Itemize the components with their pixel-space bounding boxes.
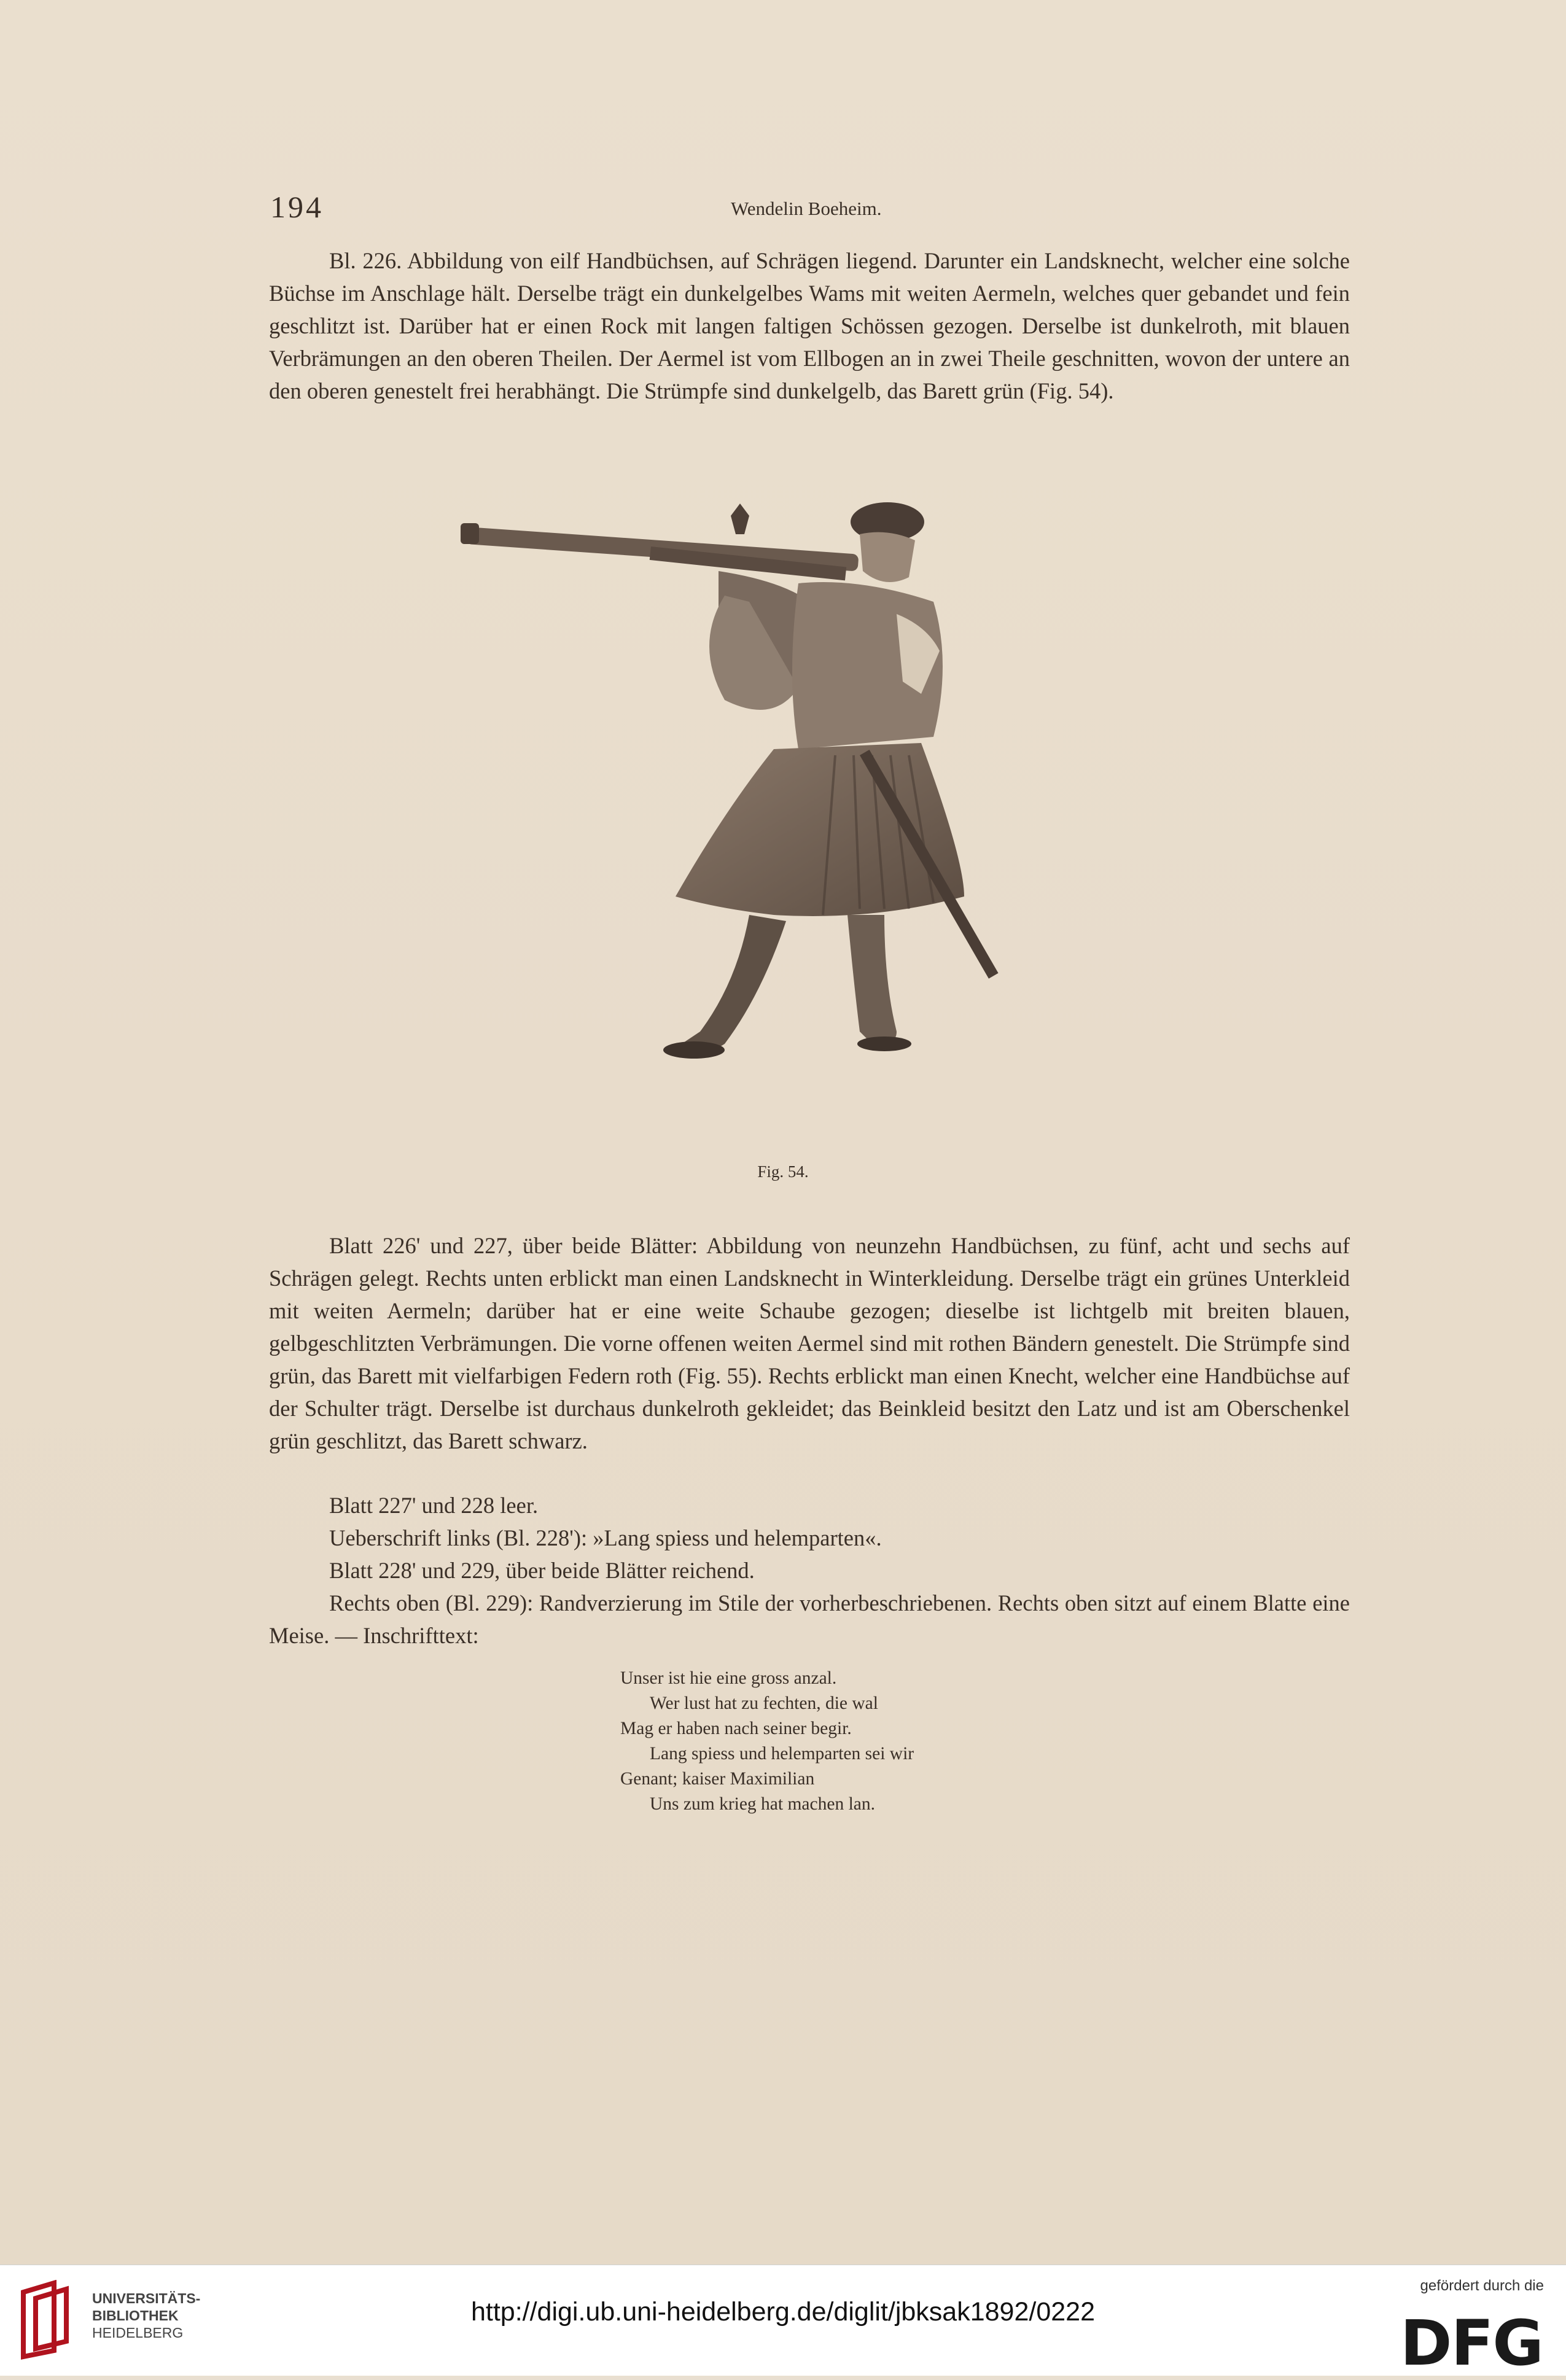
library-name-line: HEIDELBERG [92,2325,184,2341]
funding-note: gefördert durch die [1420,2277,1544,2294]
running-head: Wendelin Boeheim. [731,198,882,219]
page-number: 194 [270,190,324,224]
paragraph-blatt-228-229: Blatt 228' und 229, über beide Blätter reichend. [329,1558,755,1583]
figure-54-illustration [430,491,1044,1142]
verse-line: Genant; kaiser Maximilian [620,1769,815,1789]
verse-line: Unser ist hie eine gross anzal. [620,1668,837,1688]
source-url-link[interactable]: http://digi.ub.uni-heidelberg.de/diglit/jbksak1892/0222 [470,2297,1095,2327]
verse-line: Mag er haben nach seiner begir. [620,1719,852,1738]
paragraph-blatt-226-227: Blatt 226' und 227, über beide Blätter: Abbildung von neunzehn Handbüchsen, zu fünf, acht und sechs auf Schrägen gelegt. Rechts unten erblickt man einen Landsknecht in Winterkleidung. Derselbe trägt ein grünes Unterkleid mit weiten Aermeln; darüber hat er eine weite Schaube gezogen; dieselbe ist lichtgelb mit breiten blauen, gelbgeschlitzten Verbrämungen. Die vorne offenen weiten Aermel sind mit rothen Bändern genestelt. Die Strümpfe sind grün, das Barett mit vielfarbigen Federn roth (Fig. 55). Rechts erblickt man einen Knecht, welcher eine Handbüchse auf der Schulter trägt. Derselbe ist durchaus dunkelroth gekleidet; das Beinkleid besitzt den Latz und ist am Oberschenkel grün geschlitzt, das Barett schwarz. [269,1233,1350,1453]
landsknecht-engraving [430,491,1044,1142]
verse-line: Uns zum krieg hat machen lan. [650,1794,875,1814]
paragraph-rechts-oben: Rechts oben (Bl. 229): Randverzierung im Stile der vorherbeschriebenen. Rechts oben sitzt auf einem Blatte eine Meise. — Inschrifttext: [269,1590,1350,1648]
footer-bar [0,2265,1566,2380]
verse-line: Lang spiess und helemparten sei wir [650,1744,914,1764]
dfg-logo: DFG [1400,2307,1543,2380]
verse-line: Wer lust hat zu fechten, die wal [650,1694,878,1713]
figure-caption: Fig. 54. [757,1162,809,1181]
library-name-line: BIBLIOTHEK [92,2308,179,2324]
paragraph-blatt-227-228: Blatt 227' und 228 leer. [329,1493,539,1518]
library-name-line: UNIVERSITÄTS- [92,2290,201,2306]
page-header [0,189,1566,226]
paragraph-bl226: Bl. 226. Abbildung von eilf Handbüchsen, auf Schrägen liegend. Darunter ein Landsknecht, welcher eine solche Büchse im Anschlage hält. Derselbe trägt ein dunkelgelbes Wams mit weiten Aermeln, welches quer gebandet und fein geschlitzt ist. Darüber hat er einen Rock mit langen faltigen Schössen gezogen. Derselbe ist dunkelroth, mit blauen Verbrämungen an den oberen Theilen. Der Aermel ist vom Ellbogen an in zwei Theile geschnitten, wovon der untere an den oberen genestelt frei herabhängt. Die Strümpfe sind dunkelgelb, das Barett grün (Fig. 54). [269,248,1350,403]
paragraph-ueberschrift: Ueberschrift links (Bl. 228'): »Lang spiess und helemparten«. [329,1525,882,1550]
inscription-verse [620,1666,1050,1817]
